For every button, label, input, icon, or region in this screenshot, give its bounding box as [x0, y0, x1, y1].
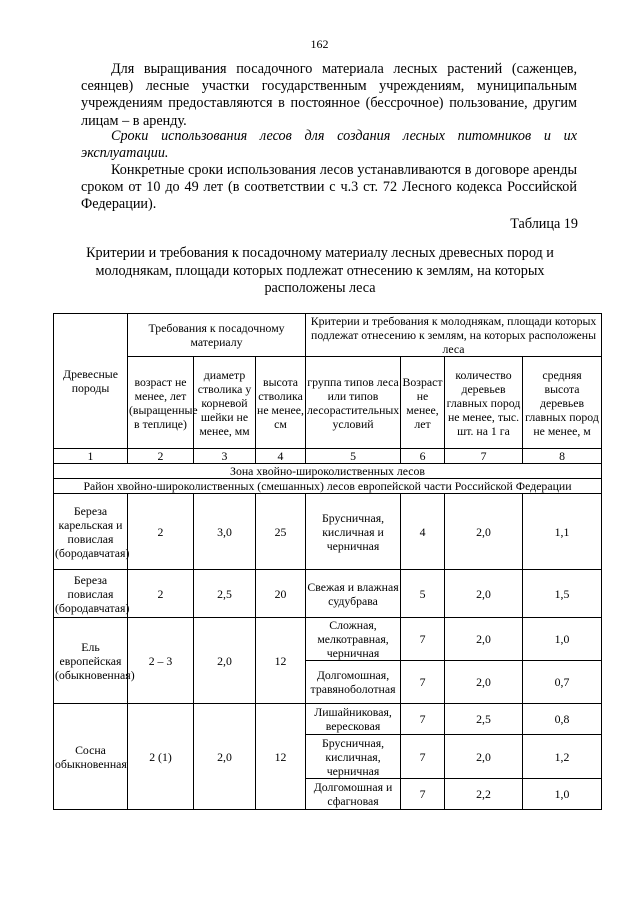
paragraph-heading-terms: Сроки использования лесов для создания лесных питомников и их эксплуатации.	[81, 128, 577, 162]
table-row	[54, 570, 602, 618]
stand-age-cell: 7	[401, 661, 445, 704]
page-number: 162	[310, 37, 329, 51]
average-height-cell: 1,0	[523, 779, 602, 810]
criteria-table	[53, 313, 602, 810]
table-row	[54, 618, 602, 661]
forest-type-cell: Долгомошная и сфагновая	[306, 779, 401, 810]
tree-count-cell: 2,0	[445, 618, 523, 661]
stand-age-cell: 7	[401, 779, 445, 810]
forest-type-cell: Лишайниковая, вересковая	[306, 704, 401, 735]
stem-height-cell: 12	[256, 618, 306, 704]
column-number: 1	[54, 449, 128, 464]
seedling-age-cell: 2	[128, 494, 194, 570]
tree-count-cell: 2,0	[445, 570, 523, 618]
stem-height-cell: 20	[256, 570, 306, 618]
average-height-cell: 1,2	[523, 735, 602, 779]
header-tree-count: количество деревьев главных пород не менее, тыс. шт. на 1 га	[445, 357, 523, 449]
forest-type-cell: Свежая и влажная судубрава	[306, 570, 401, 618]
stem-diameter-cell: 2,0	[194, 704, 256, 810]
tree-count-cell: 2,0	[445, 735, 523, 779]
forest-type-cell: Брусничная, кисличная и черничная	[306, 494, 401, 570]
tree-count-cell: 2,0	[445, 661, 523, 704]
column-number: 3	[194, 449, 256, 464]
average-height-cell: 1,5	[523, 570, 602, 618]
stem-diameter-cell: 2,5	[194, 570, 256, 618]
tree-count-cell: 2,5	[445, 704, 523, 735]
species-cell: Ель европейская (обыкновенная)	[54, 618, 128, 704]
column-number: 4	[256, 449, 306, 464]
header-stem-diameter: диаметр стволика у корневой шейки не менее, мм	[194, 357, 256, 449]
stem-height-cell: 12	[256, 704, 306, 810]
tree-count-cell: 2,0	[445, 494, 523, 570]
average-height-cell: 0,7	[523, 661, 602, 704]
stem-height-cell: 25	[256, 494, 306, 570]
header-seedling-age: возраст не менее, лет (выращенные в теплице)	[128, 357, 194, 449]
species-cell: Береза повислая (бородавчатая)	[54, 570, 128, 618]
species-cell: Береза карельская и повислая (бородавчатая)	[54, 494, 128, 570]
seedling-age-cell: 2 (1)	[128, 704, 194, 810]
stand-age-cell: 7	[401, 618, 445, 661]
tree-count-cell: 2,2	[445, 779, 523, 810]
seedling-age-cell: 2 – 3	[128, 618, 194, 704]
stand-age-cell: 7	[401, 735, 445, 779]
stem-diameter-cell: 3,0	[194, 494, 256, 570]
forest-type-cell: Брусничная, кисличная, черничная	[306, 735, 401, 779]
table-label: Таблица 19	[510, 216, 578, 232]
forest-type-cell: Долгомошная, травяноболотная	[306, 661, 401, 704]
average-height-cell: 1,1	[523, 494, 602, 570]
region-row: Район хвойно-широколиственных (смешанных) лесов европейской части Российской Федерации	[54, 479, 602, 494]
table-row	[54, 704, 602, 735]
table-title: Критерии и требования к посадочному материалу лесных древесных пород и молоднякам, площади которых подлежат отнесению к землям, на которых расположены леса	[86, 245, 554, 296]
forest-type-cell: Сложная, мелкотравная, черничная	[306, 618, 401, 661]
header-seedling-requirements: Требования к посадочному материалу	[128, 314, 306, 357]
column-number: 2	[128, 449, 194, 464]
seedling-age-cell: 2	[128, 570, 194, 618]
stand-age-cell: 7	[401, 704, 445, 735]
stand-age-cell: 5	[401, 570, 445, 618]
header-stand-age: Возраст не менее, лет	[401, 357, 445, 449]
stand-age-cell: 4	[401, 494, 445, 570]
stem-diameter-cell: 2,0	[194, 618, 256, 704]
column-number: 7	[445, 449, 523, 464]
paragraph-lease: Для выращивания посадочного материала лесных растений (саженцев, сеянцев) лесные участки государственным учреждениям, муниципальным учреждениям предоставляются в постоянное (бессрочное) пользование, другим лицам – в аренду.	[81, 61, 577, 129]
header-forest-type-group: группа типов леса или типов лесорастительных условий	[306, 357, 401, 449]
column-number: 6	[401, 449, 445, 464]
table-row	[54, 494, 602, 570]
average-height-cell: 0,8	[523, 704, 602, 735]
average-height-cell: 1,0	[523, 618, 602, 661]
header-average-height: средняя высота деревьев главных пород не менее, м	[523, 357, 602, 449]
zone-row: Зона хвойно-широколиственных лесов	[54, 464, 602, 479]
column-number: 5	[306, 449, 401, 464]
header-stem-height: высота стволика не менее, см	[256, 357, 306, 449]
header-young-stand-criteria: Критерии и требования к молоднякам, площади которых подлежат отнесению к землям, на которых расположены леса	[306, 314, 602, 357]
paragraph-terms: Конкретные сроки использования лесов устанавливаются в договоре аренды сроком от 10 до 49 лет (в соответствии с ч.3 ст. 72 Лесного кодекса Российской Федерации).	[81, 162, 577, 213]
species-cell: Сосна обыкновенная	[54, 704, 128, 810]
column-number: 8	[523, 449, 602, 464]
header-species: Древесные породы	[54, 314, 128, 449]
